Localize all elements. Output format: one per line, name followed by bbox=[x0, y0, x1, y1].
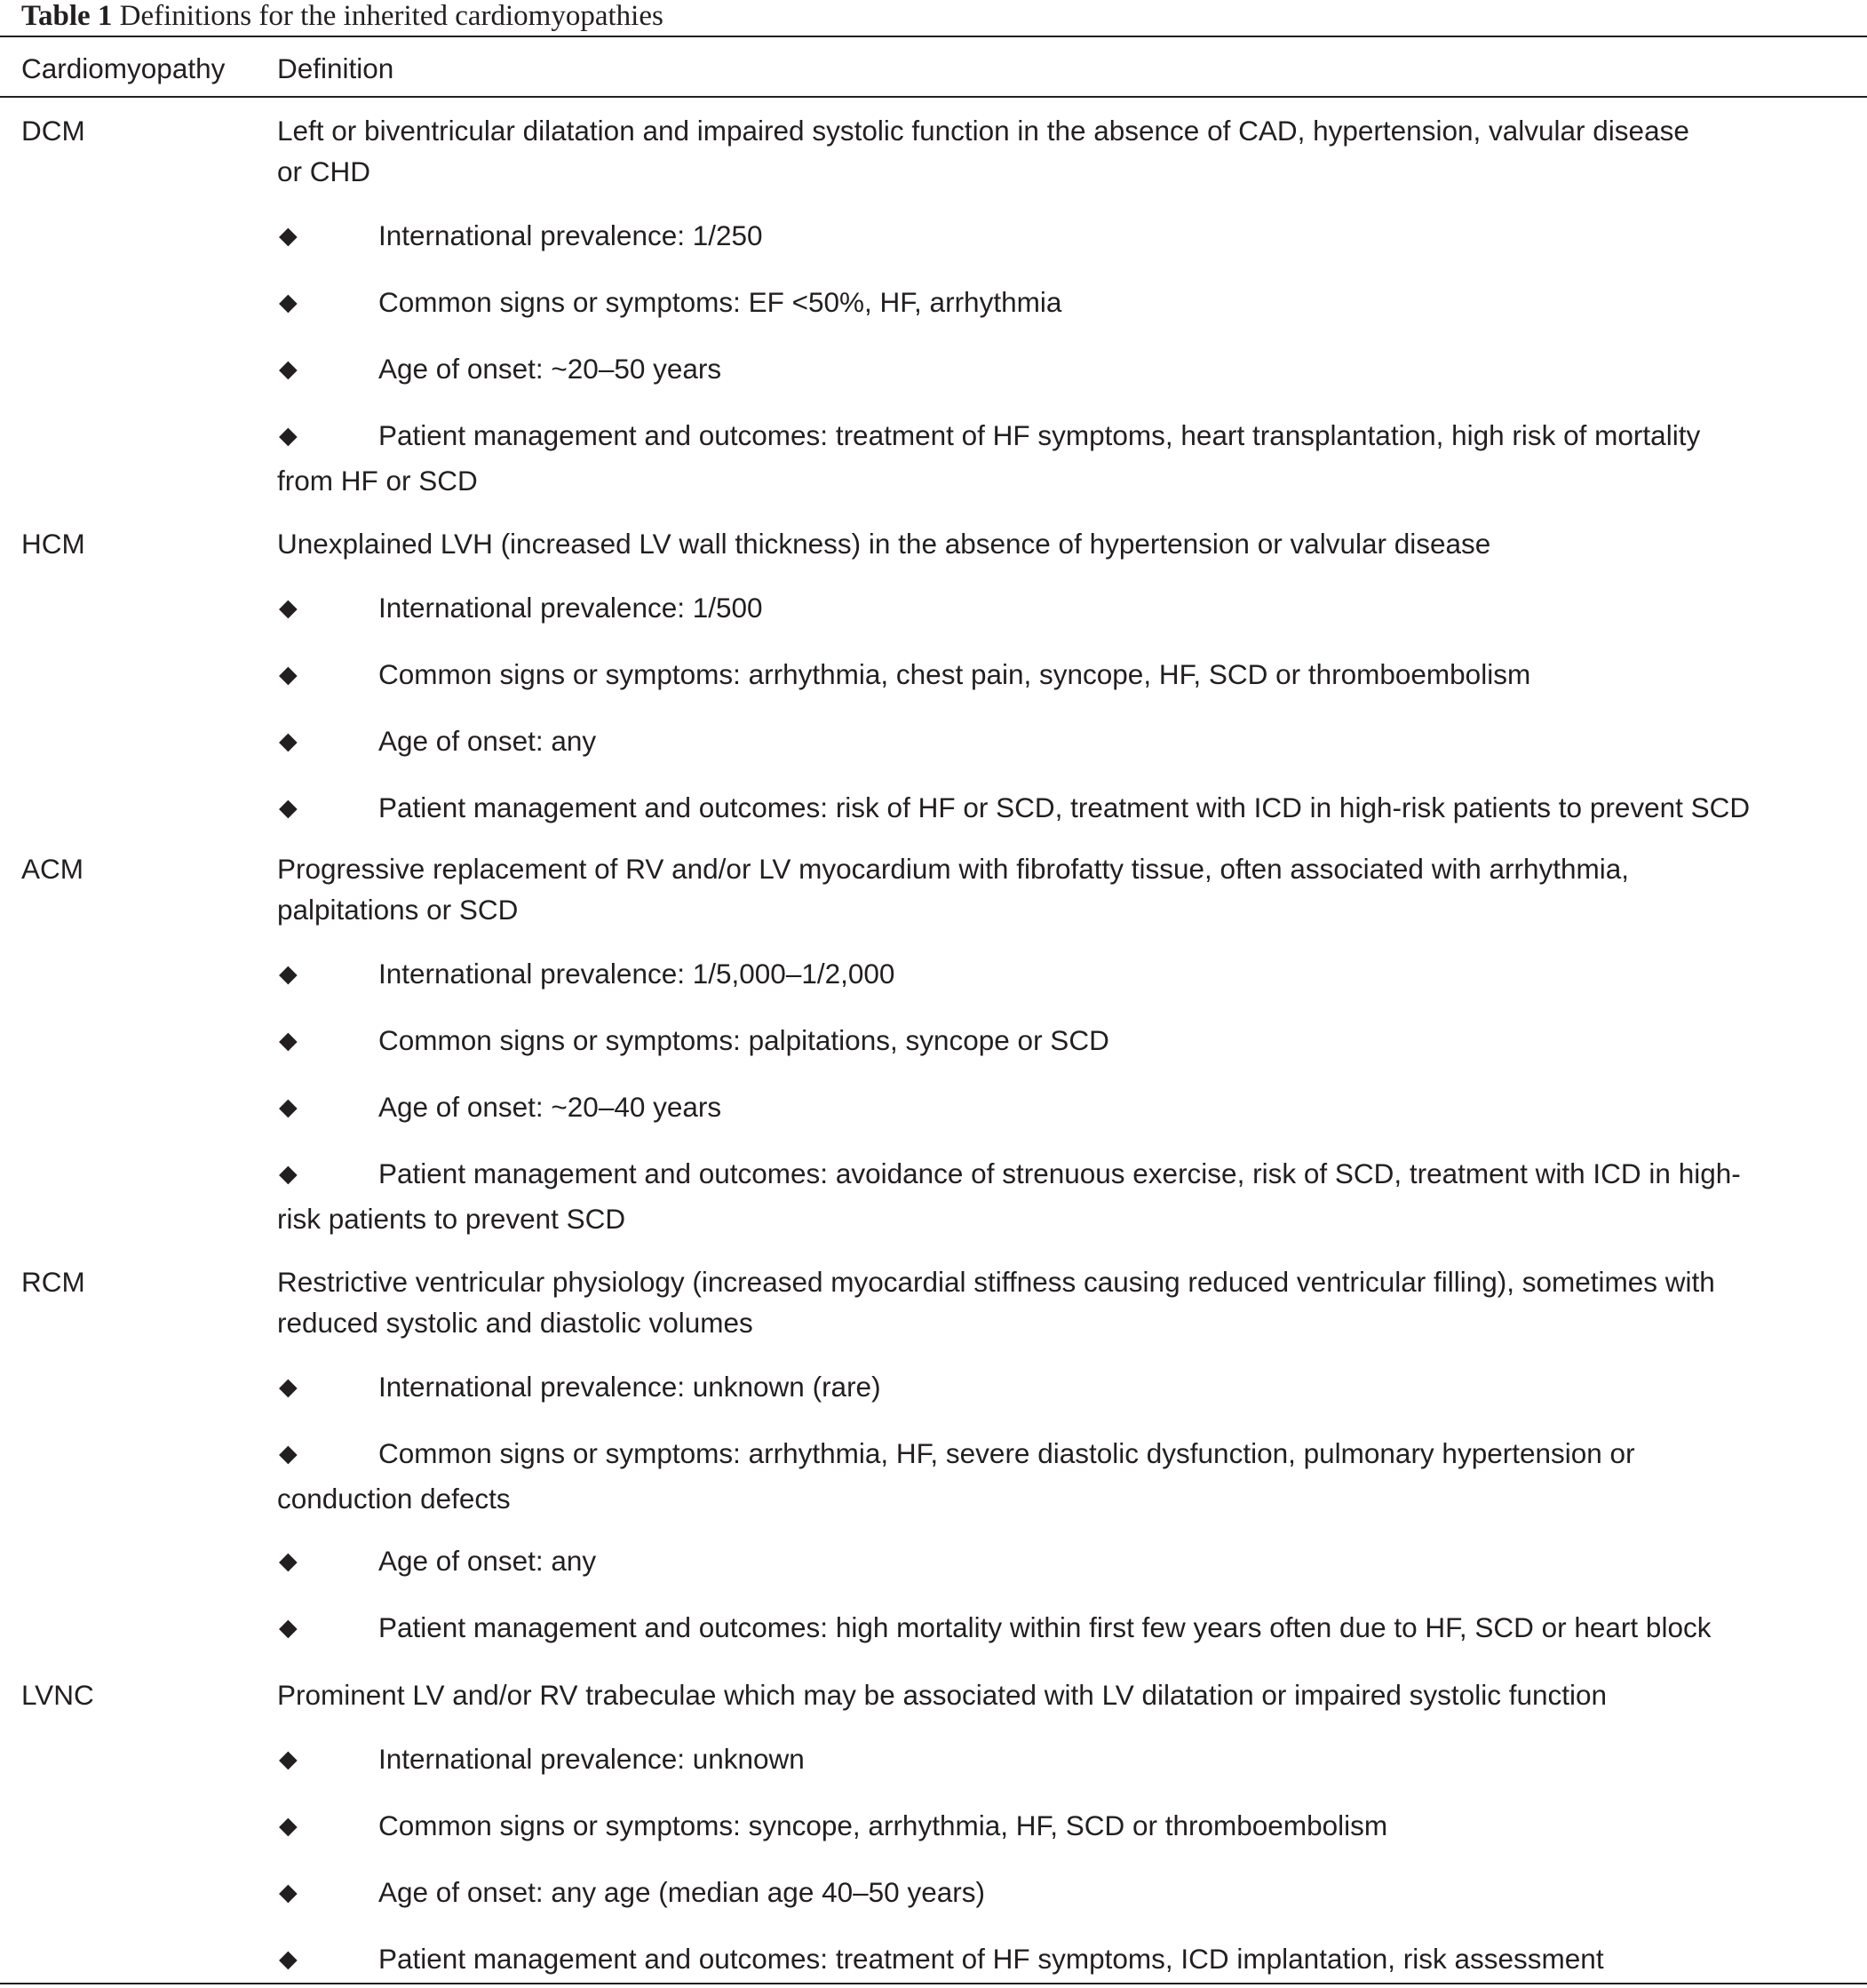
definition-line: Restrictive ventricular physiology (increased myocardial stiffness causing reduced ventricular filling), sometimes with bbox=[277, 1266, 1715, 1298]
bullet-text: International prevalence: 1/250 bbox=[378, 219, 763, 251]
bullet-text: Patient management and outcomes: treatment of HF symptoms, ICD implantation, risk assessment bbox=[378, 1943, 1604, 1975]
cardiomyopathy-name: RCM bbox=[21, 1266, 85, 1298]
diamond-bullet-icon: ◆ bbox=[279, 1812, 298, 1839]
bullet-text: Age of onset: ~20–40 years bbox=[378, 1091, 722, 1123]
diamond-bullet-icon: ◆ bbox=[279, 1745, 298, 1772]
diamond-bullet-icon: ◆ bbox=[279, 1547, 298, 1574]
diamond-bullet-icon: ◆ bbox=[279, 1027, 298, 1054]
cardiomyopathy-name: ACM bbox=[21, 853, 83, 885]
definition-line: Left or biventricular dilatation and impaired systolic function in the absence of CAD, hypertension, valvular disease bbox=[277, 115, 1689, 147]
diamond-bullet-icon: ◆ bbox=[279, 728, 298, 754]
definition-line: reduced systolic and diastolic volumes bbox=[277, 1307, 753, 1339]
diamond-bullet-icon: ◆ bbox=[279, 661, 298, 688]
header-rule bbox=[0, 96, 1867, 98]
diamond-bullet-icon: ◆ bbox=[279, 960, 298, 987]
diamond-bullet-icon: ◆ bbox=[279, 1160, 298, 1187]
diamond-bullet-icon: ◆ bbox=[279, 1879, 298, 1905]
bullet-text: Age of onset: any bbox=[378, 1545, 597, 1577]
definition-line: palpitations or SCD bbox=[277, 894, 519, 926]
bottom-rule bbox=[0, 1983, 1867, 1984]
definition-line: Prominent LV and/or RV trabeculae which may be associated with LV dilatation or impaired systolic function bbox=[277, 1679, 1608, 1711]
top-rule bbox=[0, 36, 1867, 37]
bullet-text: International prevalence: 1/5,000–1/2,000 bbox=[378, 958, 895, 990]
bullet-text: Patient management and outcomes: risk of HF or SCD, treatment with ICD in high-risk patients to prevent SCD bbox=[378, 791, 1751, 823]
diamond-bullet-icon: ◆ bbox=[279, 355, 298, 382]
bullet-text: Common signs or symptoms: palpitations, syncope or SCD bbox=[378, 1024, 1109, 1056]
cardiomyopathy-name: HCM bbox=[21, 528, 85, 560]
diamond-bullet-icon: ◆ bbox=[279, 1093, 298, 1120]
header-definition: Definition bbox=[277, 52, 394, 84]
bullet-text: Common signs or symptoms: syncope, arrhythmia, HF, SCD or thromboembolism bbox=[378, 1809, 1388, 1841]
table-caption bbox=[21, 0, 663, 36]
bullet-text: Patient management and outcomes: treatment of HF symptoms, heart transplantation, high risk of mortality bbox=[378, 419, 1701, 451]
bullet-text: Age of onset: any age (median age 40–50 years) bbox=[378, 1876, 985, 1908]
definition-line: Unexplained LVH (increased LV wall thickness) in the absence of hypertension or valvular disease bbox=[277, 528, 1491, 560]
diamond-bullet-icon: ◆ bbox=[279, 1440, 298, 1467]
bullet-text: Patient management and outcomes: avoidance of strenuous exercise, risk of SCD, treatment with ICD in high- bbox=[378, 1157, 1741, 1189]
definition-line: Progressive replacement of RV and/or LV myocardium with fibrofatty tissue, often associated with arrhythmia, bbox=[277, 853, 1630, 885]
header-cardiomyopathy: Cardiomyopathy bbox=[21, 52, 226, 84]
bullet-text: International prevalence: unknown bbox=[378, 1743, 805, 1775]
bullet-text: Common signs or symptoms: arrhythmia, chest pain, syncope, HF, SCD or thromboembolism bbox=[378, 658, 1531, 690]
diamond-bullet-icon: ◆ bbox=[279, 422, 298, 449]
diamond-bullet-icon: ◆ bbox=[279, 1945, 298, 1972]
bullet-text: Common signs or symptoms: EF <50%, HF, arrhythmia bbox=[378, 286, 1062, 318]
cardiomyopathy-name: LVNC bbox=[21, 1679, 94, 1711]
bullet-text: Age of onset: ~20–50 years bbox=[378, 353, 722, 385]
bullet-continuation: from HF or SCD bbox=[277, 465, 478, 497]
bullet-text: Patient management and outcomes: high mortality within first few years often due to HF, SCD or heart block bbox=[378, 1611, 1712, 1643]
diamond-bullet-icon: ◆ bbox=[279, 594, 298, 621]
table-title: Definitions for the inherited cardiomyopathies bbox=[119, 0, 663, 32]
table-label: Table 1 bbox=[21, 0, 113, 32]
bullet-text: Common signs or symptoms: arrhythmia, HF, severe diastolic dysfunction, pulmonary hypertension or bbox=[378, 1437, 1635, 1469]
bullet-continuation: risk patients to prevent SCD bbox=[277, 1203, 626, 1235]
definition-line: or CHD bbox=[277, 155, 371, 187]
diamond-bullet-icon: ◆ bbox=[279, 1373, 298, 1400]
bullet-text: Age of onset: any bbox=[378, 725, 597, 757]
bullet-text: International prevalence: unknown (rare) bbox=[378, 1371, 881, 1403]
diamond-bullet-icon: ◆ bbox=[279, 222, 298, 249]
bullet-continuation: conduction defects bbox=[277, 1483, 511, 1515]
cardiomyopathy-name: DCM bbox=[21, 115, 85, 147]
diamond-bullet-icon: ◆ bbox=[279, 794, 298, 821]
diamond-bullet-icon: ◆ bbox=[279, 1614, 298, 1641]
bullet-text: International prevalence: 1/500 bbox=[378, 592, 763, 624]
diamond-bullet-icon: ◆ bbox=[279, 289, 298, 315]
